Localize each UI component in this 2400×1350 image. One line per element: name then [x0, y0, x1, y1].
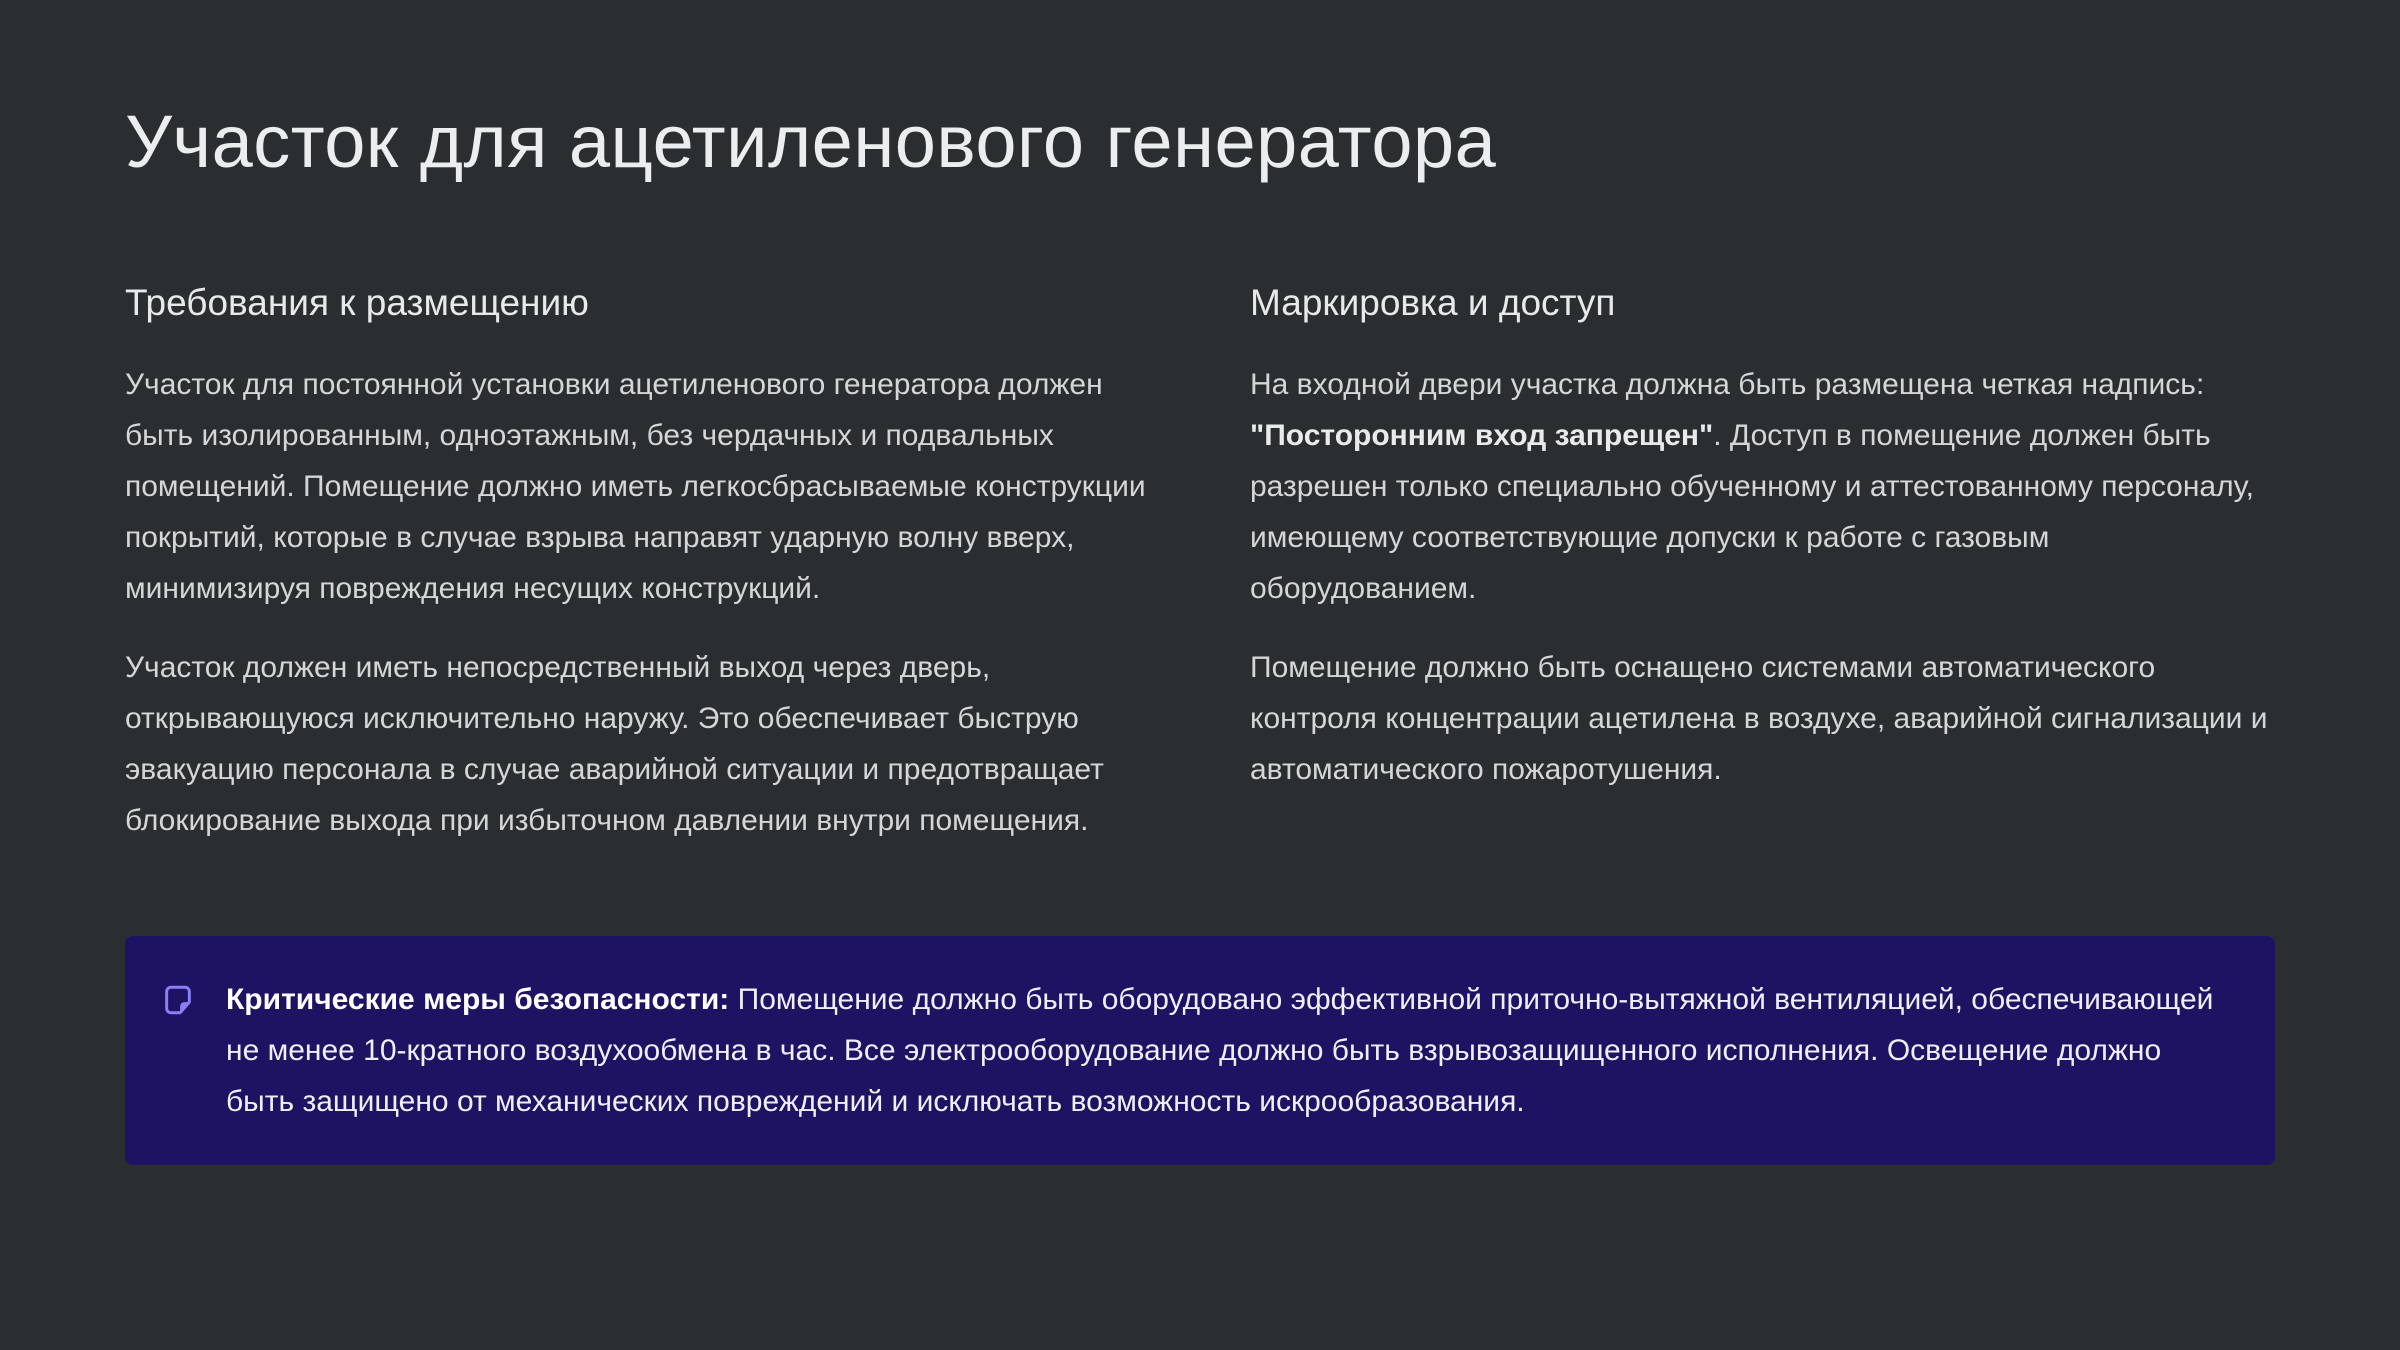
- paragraph-marking-1-post: . Доступ в помещение должен быть разрешен только специально обученному и аттестованному персоналу, имеющему соответствующие допуски к работе с газовым оборудованием.: [1250, 419, 2254, 606]
- callout: [125, 936, 2275, 1165]
- paragraph-placement-2: Участок должен иметь непосредственный выход через дверь, открывающуюся исключительно наружу. Это обеспечивает быструю эвакуацию персонала в случае аварийной ситуации и предотвращает блокирование выхода при избыточном давлении внутри помещения.: [125, 651, 1104, 838]
- two-column-layout: [125, 279, 2275, 874]
- no-entry-sign-text: "Посторонним вход запрещен": [1250, 419, 1714, 453]
- section-heading-marking: Маркировка и доступ: [1250, 282, 1616, 324]
- callout-label: Критические меры безопасности:: [226, 983, 730, 1017]
- page-title: Участок для ацетиленового генератора: [125, 100, 1497, 183]
- callout-body: Помещение должно быть оборудовано эффективной приточно-вытяжной вентиляцией, обеспечивающей не менее 10-кратного воздухообмена в час. Все электрооборудование должно быть взрывозащищенного исполнения. Освещение должно быть защищено от механических повреждений и исключать возможность искрообразования.: [226, 983, 2214, 1119]
- callout-text: [226, 974, 2231, 1127]
- section-heading-placement: Требования к размещению: [125, 282, 589, 324]
- paragraph-placement-1: Участок для постоянной установки ацетиленового генератора должен быть изолированным, одноэтажным, без чердачных и подвальных помещений. Помещение должно иметь легкосбрасываемые конструкции покрытий, которые в случае взрыва направят ударную волну вверх, минимизируя повреждения несущих конструкций.: [125, 368, 1146, 606]
- paragraph-marking-1-pre: На входной двери участка должна быть размещена четкая надпись:: [1250, 368, 2205, 402]
- sticky-note-icon: [161, 983, 195, 1017]
- column-marking-access: [1250, 279, 2275, 874]
- column-placement-requirements: [125, 279, 1150, 874]
- paragraph-marking-1: [1250, 359, 2275, 614]
- paragraph-marking-2: Помещение должно быть оснащено системами автоматического контроля концентрации ацетилена в воздухе, аварийной сигнализации и автоматического пожаротушения.: [1250, 651, 2268, 787]
